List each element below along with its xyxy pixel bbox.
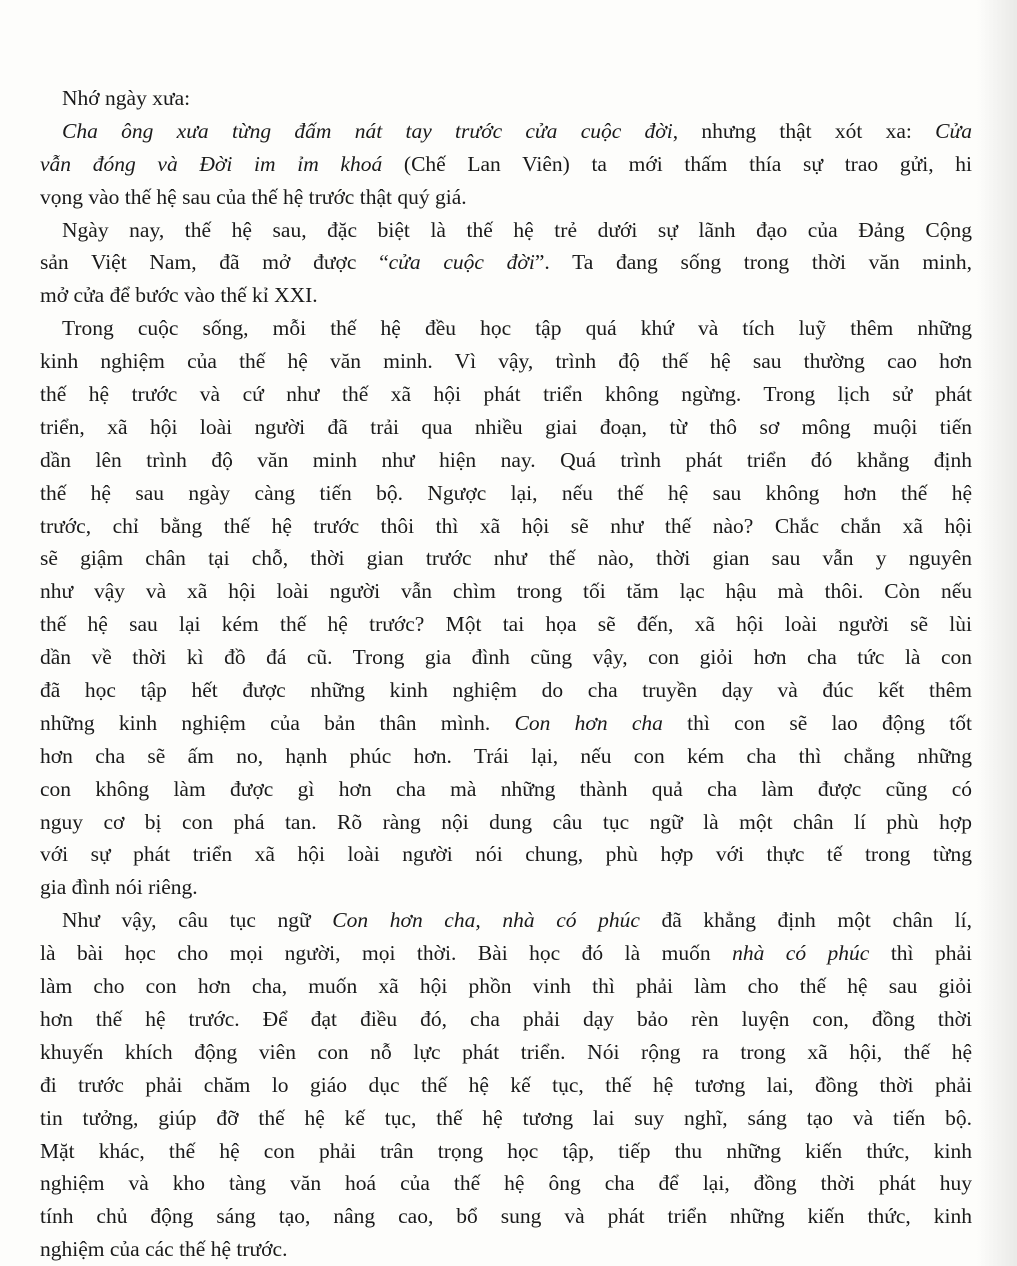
text-run: nghiệm và kho tàng văn hoá của thế hệ ông cha để lại, đồng thời phát huy <box>40 1171 972 1196</box>
text-run: gia đình nói riêng. <box>40 875 198 900</box>
text-line <box>40 937 972 970</box>
text-line <box>40 115 972 148</box>
italic-quote: Cửa <box>935 118 972 143</box>
text-run: trước, chỉ bằng thế hệ trước thôi thì xã hội sẽ như thế nào? Chắc chắn xã hội <box>40 513 972 538</box>
text-line <box>40 740 972 773</box>
italic-quote: vẫn đóng và Đời im ỉm khoá <box>40 151 383 176</box>
text-line <box>40 674 972 707</box>
text-run: (Chế Lan Viên) ta mới thấm thía sự trao gửi, hi <box>382 151 972 176</box>
text-line <box>40 608 972 641</box>
italic-quote: Con hơn cha, nhà có phúc <box>332 908 640 933</box>
text-run: Mặt khác, thế hệ con phải trân trọng học tập, tiếp thu những kiến thức, kinh <box>40 1138 972 1163</box>
text-run: nghiệm của các thế hệ trước. <box>40 1237 288 1262</box>
text-run: khuyến khích động viên con nỗ lực phát triển. Nói rộng ra trong xã hội, thế hệ <box>40 1039 972 1064</box>
text-line <box>40 411 972 444</box>
text-run: thì phải <box>869 941 972 966</box>
text-line <box>40 1069 972 1102</box>
text-line <box>40 477 972 510</box>
text-run: tin tưởng, giúp đỡ thế hệ kế tục, thế hệ tương lai suy nghĩ, sáng tạo và tiến bộ. <box>40 1105 972 1130</box>
text-run: thế hệ sau lại kém thế hệ trước? Một tai họa sẽ đến, xã hội loài người sẽ lùi <box>40 612 972 637</box>
text-line <box>40 279 972 312</box>
text-run: kinh nghiệm của thế hệ văn minh. Vì vậy, trình độ thế hệ sau thường cao hơn <box>40 349 972 374</box>
text-run: triển, xã hội loài người đã trải qua nhiều giai đoạn, từ thô sơ mông muội tiến <box>40 414 972 439</box>
text-line <box>40 1233 972 1266</box>
text-line <box>40 1167 972 1200</box>
text-line <box>40 1200 972 1233</box>
italic-quote: nhà có phúc <box>732 941 870 966</box>
text-line <box>40 904 972 937</box>
paragraph <box>40 214 972 313</box>
text-run: thế hệ trước và cứ như thế xã hội phát triển không ngừng. Trong lịch sử phát <box>40 382 972 407</box>
paragraph <box>40 904 972 1266</box>
text-line <box>40 542 972 575</box>
text-run: Nhớ ngày xưa: <box>62 86 191 110</box>
text-line <box>40 871 972 904</box>
text-run: nguy cơ bị con phá tan. Rõ ràng nội dung câu tục ngữ là một chân lí phù hợp <box>40 809 972 834</box>
text-run: tính chủ động sáng tạo, nâng cao, bổ sung và phát triển những kiến thức, kinh <box>40 1204 972 1229</box>
text-run: Trong cuộc sống, mỗi thế hệ đều học tập quá khứ và tích luỹ thêm những <box>62 316 972 341</box>
text-run: đi trước phải chăm lo giáo dục thế hệ kế tục, thế hệ tương lai, đồng thời phải <box>40 1072 972 1097</box>
text-run: mở cửa để bước vào thế kỉ XXI. <box>40 283 318 308</box>
text-run: sản Việt Nam, đã mở được “ <box>40 250 389 275</box>
text-run: thì con sẽ lao động tốt <box>662 710 972 735</box>
text-run: hơn cha sẽ ấm no, hạnh phúc hơn. Trái lại, nếu con kém cha thì chẳng những <box>40 743 972 768</box>
text-run: là bài học cho mọi người, mọi thời. Bài học đó là muốn <box>40 941 733 966</box>
text-line <box>40 345 972 378</box>
scan-page-edge <box>977 0 1017 1266</box>
text-line <box>40 1135 972 1168</box>
text-run: ”. Ta đang sống trong thời văn minh, <box>534 250 972 275</box>
text-run: vọng vào thế hệ sau của thế hệ trước thật quý giá. <box>40 184 467 209</box>
text-line <box>40 378 972 411</box>
italic-quote: cửa cuộc đời <box>388 250 535 275</box>
text-run: thế hệ sau ngày càng tiến bộ. Ngược lại, nếu thế hệ sau không hơn thế hệ <box>40 480 972 505</box>
paragraph <box>40 82 972 115</box>
text-run: những kinh nghiệm của bản thân mình. <box>40 710 515 735</box>
paragraph <box>40 115 972 214</box>
text-line <box>40 838 972 871</box>
text-line <box>40 148 972 181</box>
text-run: như vậy và xã hội loài người vẫn chìm trong tối tăm lạc hậu mà thôi. Còn nếu <box>40 579 972 604</box>
text-line <box>40 312 972 345</box>
text-line <box>40 806 972 839</box>
text-line <box>40 641 972 674</box>
text-line <box>40 575 972 608</box>
text-run: Như vậy, câu tục ngữ <box>62 908 333 933</box>
text-line <box>40 707 972 740</box>
text-run: sẽ giậm chân tại chỗ, thời gian trước như thế nào, thời gian sau vẫn y nguyên <box>40 546 972 571</box>
text-line <box>40 1036 972 1069</box>
text-run: con không làm được gì hơn cha mà những thành quả cha làm được cũng có <box>40 776 972 801</box>
text-run: đã học tập hết được những kinh nghiệm do cha truyền dạy và đúc kết thêm <box>40 678 972 703</box>
text-line <box>40 181 972 214</box>
text-line <box>40 510 972 543</box>
paragraph <box>40 312 972 904</box>
text-run: dần về thời kì đồ đá cũ. Trong gia đình cũng vậy, con giỏi hơn cha tức là con <box>40 645 972 670</box>
text-line <box>40 970 972 1003</box>
document-body <box>40 82 972 1266</box>
text-line <box>40 82 972 115</box>
text-run: đã khẳng định một chân lí, <box>639 908 972 933</box>
text-run: làm cho con hơn cha, muốn xã hội phồn vinh thì phải làm cho thế hệ sau giỏi <box>40 974 972 999</box>
italic-quote: Con hơn cha <box>514 710 663 735</box>
text-run: Ngày nay, thế hệ sau, đặc biệt là thế hệ trẻ dưới sự lãnh đạo của Đảng Cộng <box>62 217 972 242</box>
text-line <box>40 444 972 477</box>
text-run: hơn thế hệ trước. Để đạt điều đó, cha phải dạy bảo rèn luyện con, đồng thời <box>40 1006 972 1031</box>
text-line <box>40 1102 972 1135</box>
text-run: với sự phát triển xã hội loài người nói chung, phù hợp với thực tế trong từng <box>40 842 972 867</box>
text-line <box>40 214 972 247</box>
text-line <box>40 246 972 279</box>
text-run: dần lên trình độ văn minh như hiện nay. Quá trình phát triển đó khẳng định <box>40 447 972 472</box>
italic-quote: Cha ông xưa từng đấm nát tay trước cửa cuộc đời <box>62 118 673 143</box>
text-run: , nhưng thật xót xa: <box>672 118 936 143</box>
text-line <box>40 1003 972 1036</box>
text-line <box>40 773 972 806</box>
